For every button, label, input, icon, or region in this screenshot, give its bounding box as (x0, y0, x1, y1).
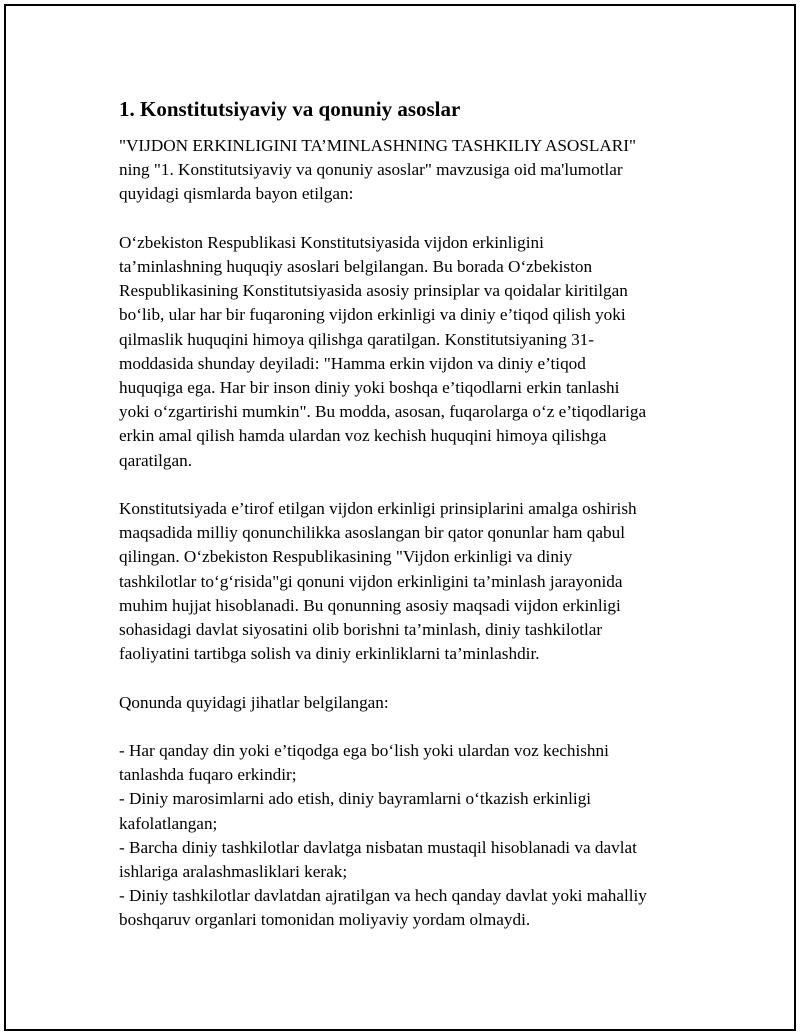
law-paragraph: Konstitutsiyada e’tirof etilgan vijdon erkinligi prinsiplarini amalga oshirish maqsadida milliy qonunchilikka asoslangan bir qator qonunlar ham qabul qilingan. O‘zbekiston Respublikasining "Vijdon erkinligi va diniy tashkilotlar to‘g‘risida"gi qonuni vijdon erkinligini ta’minlash jarayonida muhim hujjat hisoblanadi. Bu qonunning asosiy maqsadi vijdon erkinligi sohasidagi davlat siyosatini olib borishni ta’minlash, diniy tashkilotlar faoliyatini tartibga solish va diniy erkinliklarni ta’minlashdir. (119, 499, 637, 664)
section-heading: 1. Konstitutsiyaviy va qonuniy asoslar (119, 97, 461, 121)
list-item: - Diniy tashkilotlar davlatdan ajratilgan va hech qanday davlat yoki mahalliy boshqaruv organlari tomonidan moliyaviy yordam olmaydi. (119, 886, 647, 930)
constitution-paragraph: O‘zbekiston Respublikasi Konstitutsiyasida vijdon erkinligini ta’minlashning huquqiy asoslari belgilangan. Bu borada O‘zbekiston Respublikasining Konstitutsiyasida asosiy prinsiplar va qoidalar kiritilgan bo‘lib, ular har bir fuqaroning vijdon erkinligi va diniy e’tiqod qilish yoki qilmaslik huquqini himoya qilishga qaratilgan. Konstitutsiyaning 31- moddasida shunday deyiladi: "Hamma erkin vijdon va diniy e’tiqod huquqiga ega. Har bir inson diniy yoki boshqa e’tiqodlarni erkin tanlashi yoki o‘zgartirishi mumkin". Bu modda, asosan, fuqarolarga o‘z e’tiqodlariga erkin amal qilish hamda ulardan voz kechish huquqini himoya qilishga qaratilgan. (119, 232, 647, 470)
list-item: - Barcha diniy tashkilotlar davlatga nisbatan mustaqil hisoblanadi va davlat ishlariga aralashmasliklari kerak; (119, 837, 637, 882)
paragraph-gap (119, 666, 699, 690)
provisions-list (119, 739, 699, 933)
document-page (4, 4, 796, 1031)
document-body (119, 96, 699, 933)
paragraph-gap (119, 715, 699, 739)
list-item: - Diniy marosimlarni ado etish, diniy bayramlarni o‘tkazish erkinligi kafolatlangan; (119, 789, 592, 833)
list-intro: Qonunda quyidagi jihatlar belgilangan: (119, 692, 389, 712)
intro-paragraph: "VIJDON ERKINLIGINI TA’MINLASHNING TASHKILIY ASOSLARI" ning "1. Konstitutsiyaviy va qonuniy asoslar" mavzusiga oid ma'lumotlar quyidagi qismlarda bayon etilgan: (119, 136, 637, 204)
paragraph-gap (119, 207, 699, 231)
list-item: - Har qanday din yoki e’tiqodga ega bo‘lish yoki ulardan voz kechishni tanlashda fuqaro erkindir; (119, 741, 609, 785)
paragraph-gap (119, 473, 699, 497)
